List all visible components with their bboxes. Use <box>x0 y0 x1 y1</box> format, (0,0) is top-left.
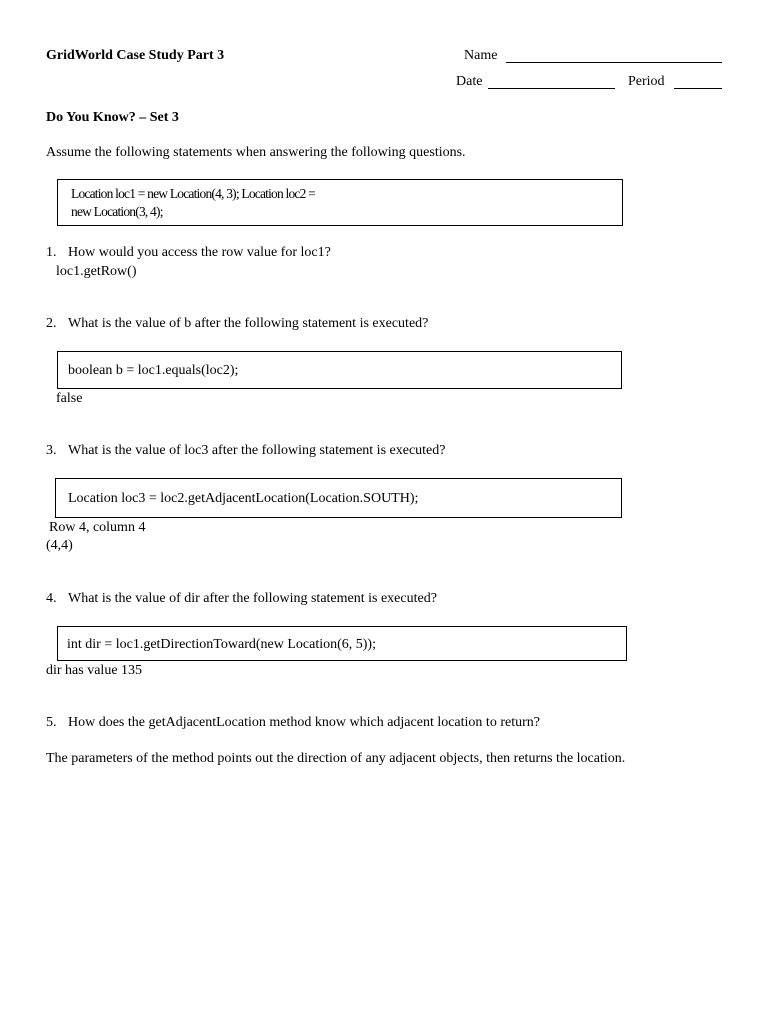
question-5-number: 5. <box>46 715 57 730</box>
question-4-answer: dir has value 135 <box>46 663 143 678</box>
section-heading: Do You Know? – Set 3 <box>46 110 179 125</box>
setup-code-box <box>57 179 623 226</box>
question-1-text: How would you access the row value for loc1? <box>68 245 331 260</box>
question-4-code-box <box>57 626 627 661</box>
question-3-number: 3. <box>46 443 57 458</box>
question-2-text: What is the value of b after the following statement is executed? <box>68 316 429 331</box>
question-2-number: 2. <box>46 316 57 331</box>
question-3-code-box <box>55 478 622 518</box>
intro-text: Assume the following statements when answering the following questions. <box>46 145 466 160</box>
question-1-answer: loc1.getRow() <box>56 264 137 279</box>
question-4-number: 4. <box>46 591 57 606</box>
question-5-answer: The parameters of the method points out the direction of any adjacent objects, then returns the location. <box>46 751 626 766</box>
setup-code-line-1: Location loc1 = new Location(4, 3); Location loc2 = <box>71 186 315 201</box>
worksheet-title: GridWorld Case Study Part 3 <box>46 48 225 63</box>
question-2-code-box <box>57 351 622 389</box>
question-4-code: int dir = loc1.getDirectionToward(new Location(6, 5)); <box>67 637 376 652</box>
setup-code-line-2: new Location(3, 4); <box>71 204 163 219</box>
period-field-line[interactable] <box>674 88 722 89</box>
name-label: Name <box>464 48 498 63</box>
question-3-text: What is the value of loc3 after the following statement is executed? <box>68 443 446 458</box>
question-3-answer-line-2: (4,4) <box>46 538 73 553</box>
question-2-answer: false <box>56 391 83 406</box>
period-label: Period <box>628 74 665 89</box>
question-1-number: 1. <box>46 245 57 260</box>
date-label: Date <box>456 74 483 89</box>
question-4-text: What is the value of dir after the following statement is executed? <box>68 591 437 606</box>
question-5-text: How does the getAdjacentLocation method know which adjacent location to return? <box>68 715 540 730</box>
question-2-code: boolean b = loc1.equals(loc2); <box>68 363 239 378</box>
question-3-code: Location loc3 = loc2.getAdjacentLocation(Location.SOUTH); <box>68 491 419 506</box>
date-field-line[interactable] <box>488 88 615 89</box>
name-field-line[interactable] <box>506 62 722 63</box>
question-3-answer-line-1: Row 4, column 4 <box>49 520 146 535</box>
